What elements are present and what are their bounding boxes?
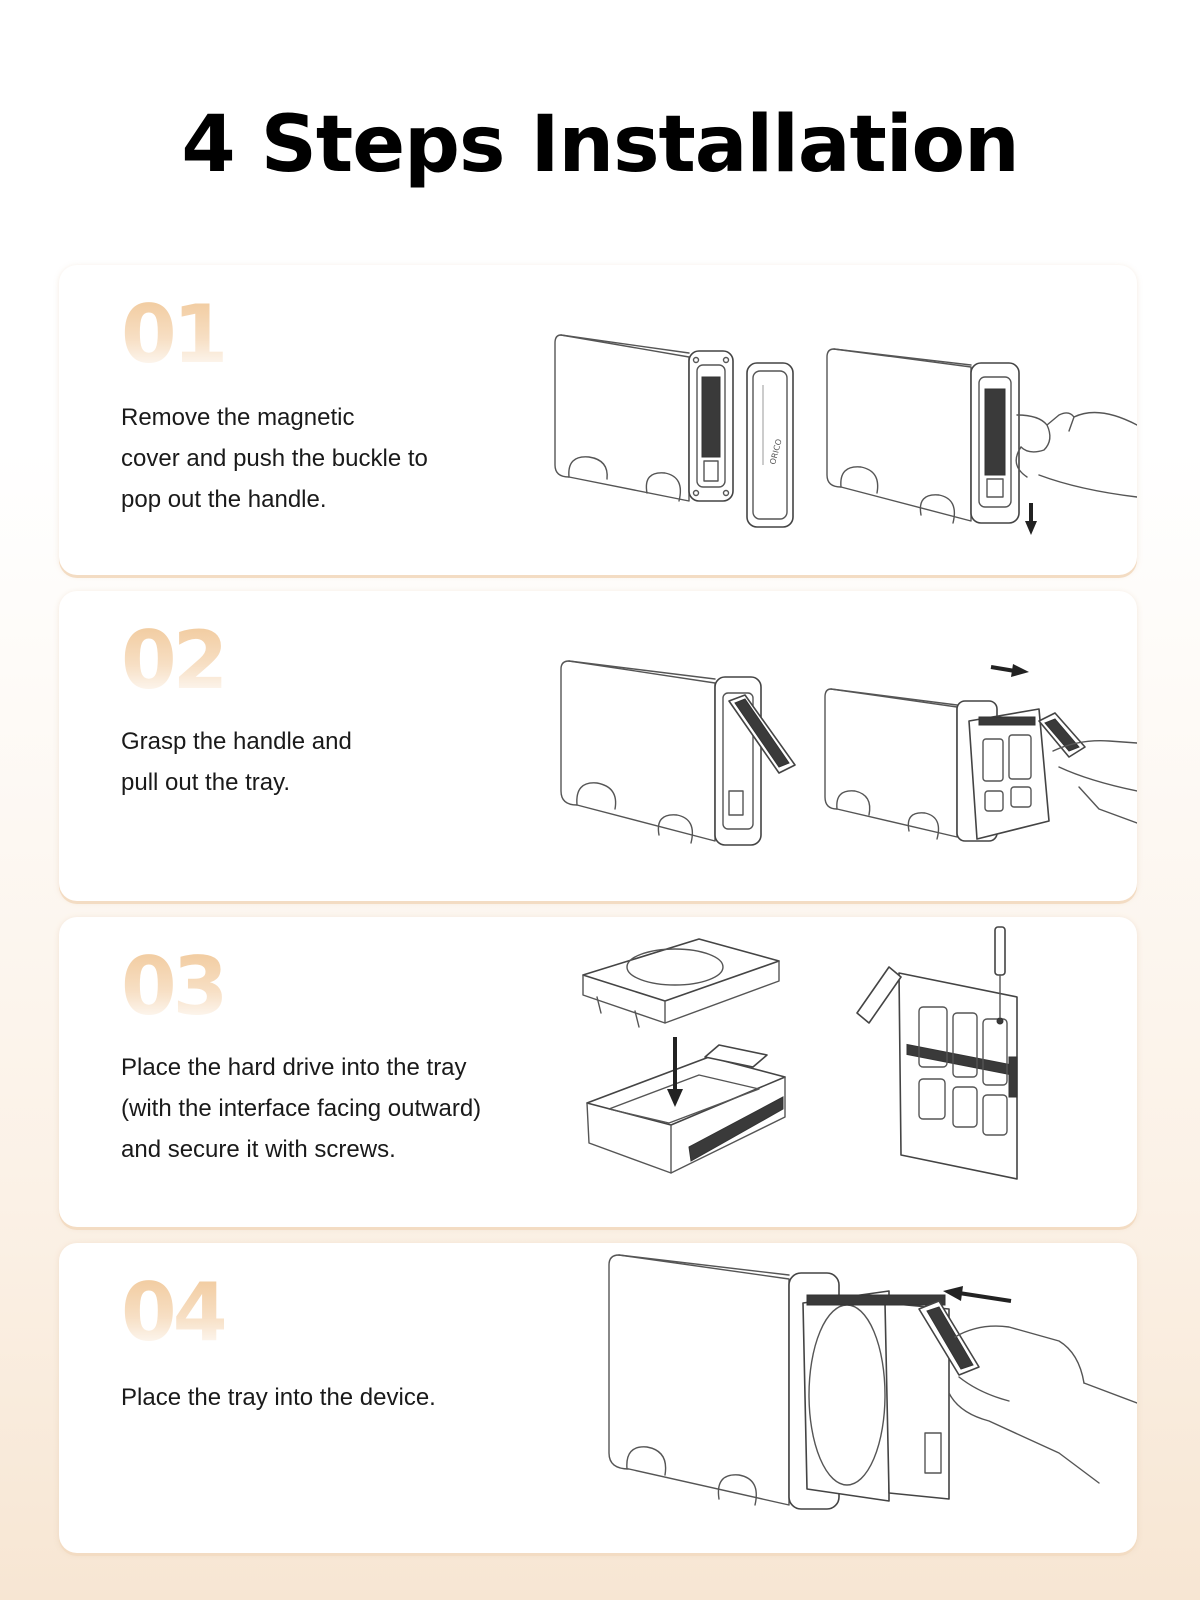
hard-drive-drawing	[803, 1291, 889, 1501]
hand-drawing	[949, 1326, 1137, 1483]
step-number: 01	[121, 288, 225, 381]
step-number: 02	[121, 614, 225, 707]
enclosure-drawing	[555, 335, 733, 501]
step-3-illustration	[539, 917, 1137, 1227]
step-description: Place the hard drive into the tray (with the interface facing outward) and secure it with screws.	[121, 1054, 482, 1163]
enclosure-drawing	[827, 349, 1019, 523]
magnetic-cover-drawing	[747, 363, 793, 527]
enclosure-drawing	[561, 661, 795, 845]
step-card-2	[59, 591, 1137, 901]
step-description: Remove the magnetic cover and push the buckle to pop out the handle.	[121, 404, 428, 513]
step-4-illustration	[539, 1243, 1137, 1553]
tray-with-drive-drawing	[857, 967, 1017, 1179]
step-card-1	[59, 265, 1137, 575]
step-number: 03	[121, 940, 225, 1033]
step-card-3	[59, 917, 1137, 1227]
step-card-4	[59, 1243, 1137, 1553]
step-description: Place the tray into the device.	[121, 1384, 436, 1411]
hard-drive-drawing	[583, 939, 779, 1027]
hand-drawing	[1016, 413, 1137, 498]
step-number: 04	[121, 1266, 225, 1359]
tray-drawing	[587, 1045, 785, 1173]
step-1-illustration	[539, 265, 1137, 575]
step-2-illustration	[539, 591, 1137, 901]
cover-logo: ORICO	[768, 437, 784, 466]
tray-drawing	[969, 709, 1085, 839]
step-description: Grasp the handle and pull out the tray.	[121, 728, 352, 796]
page-title: 4 Steps Installation	[181, 100, 1019, 190]
